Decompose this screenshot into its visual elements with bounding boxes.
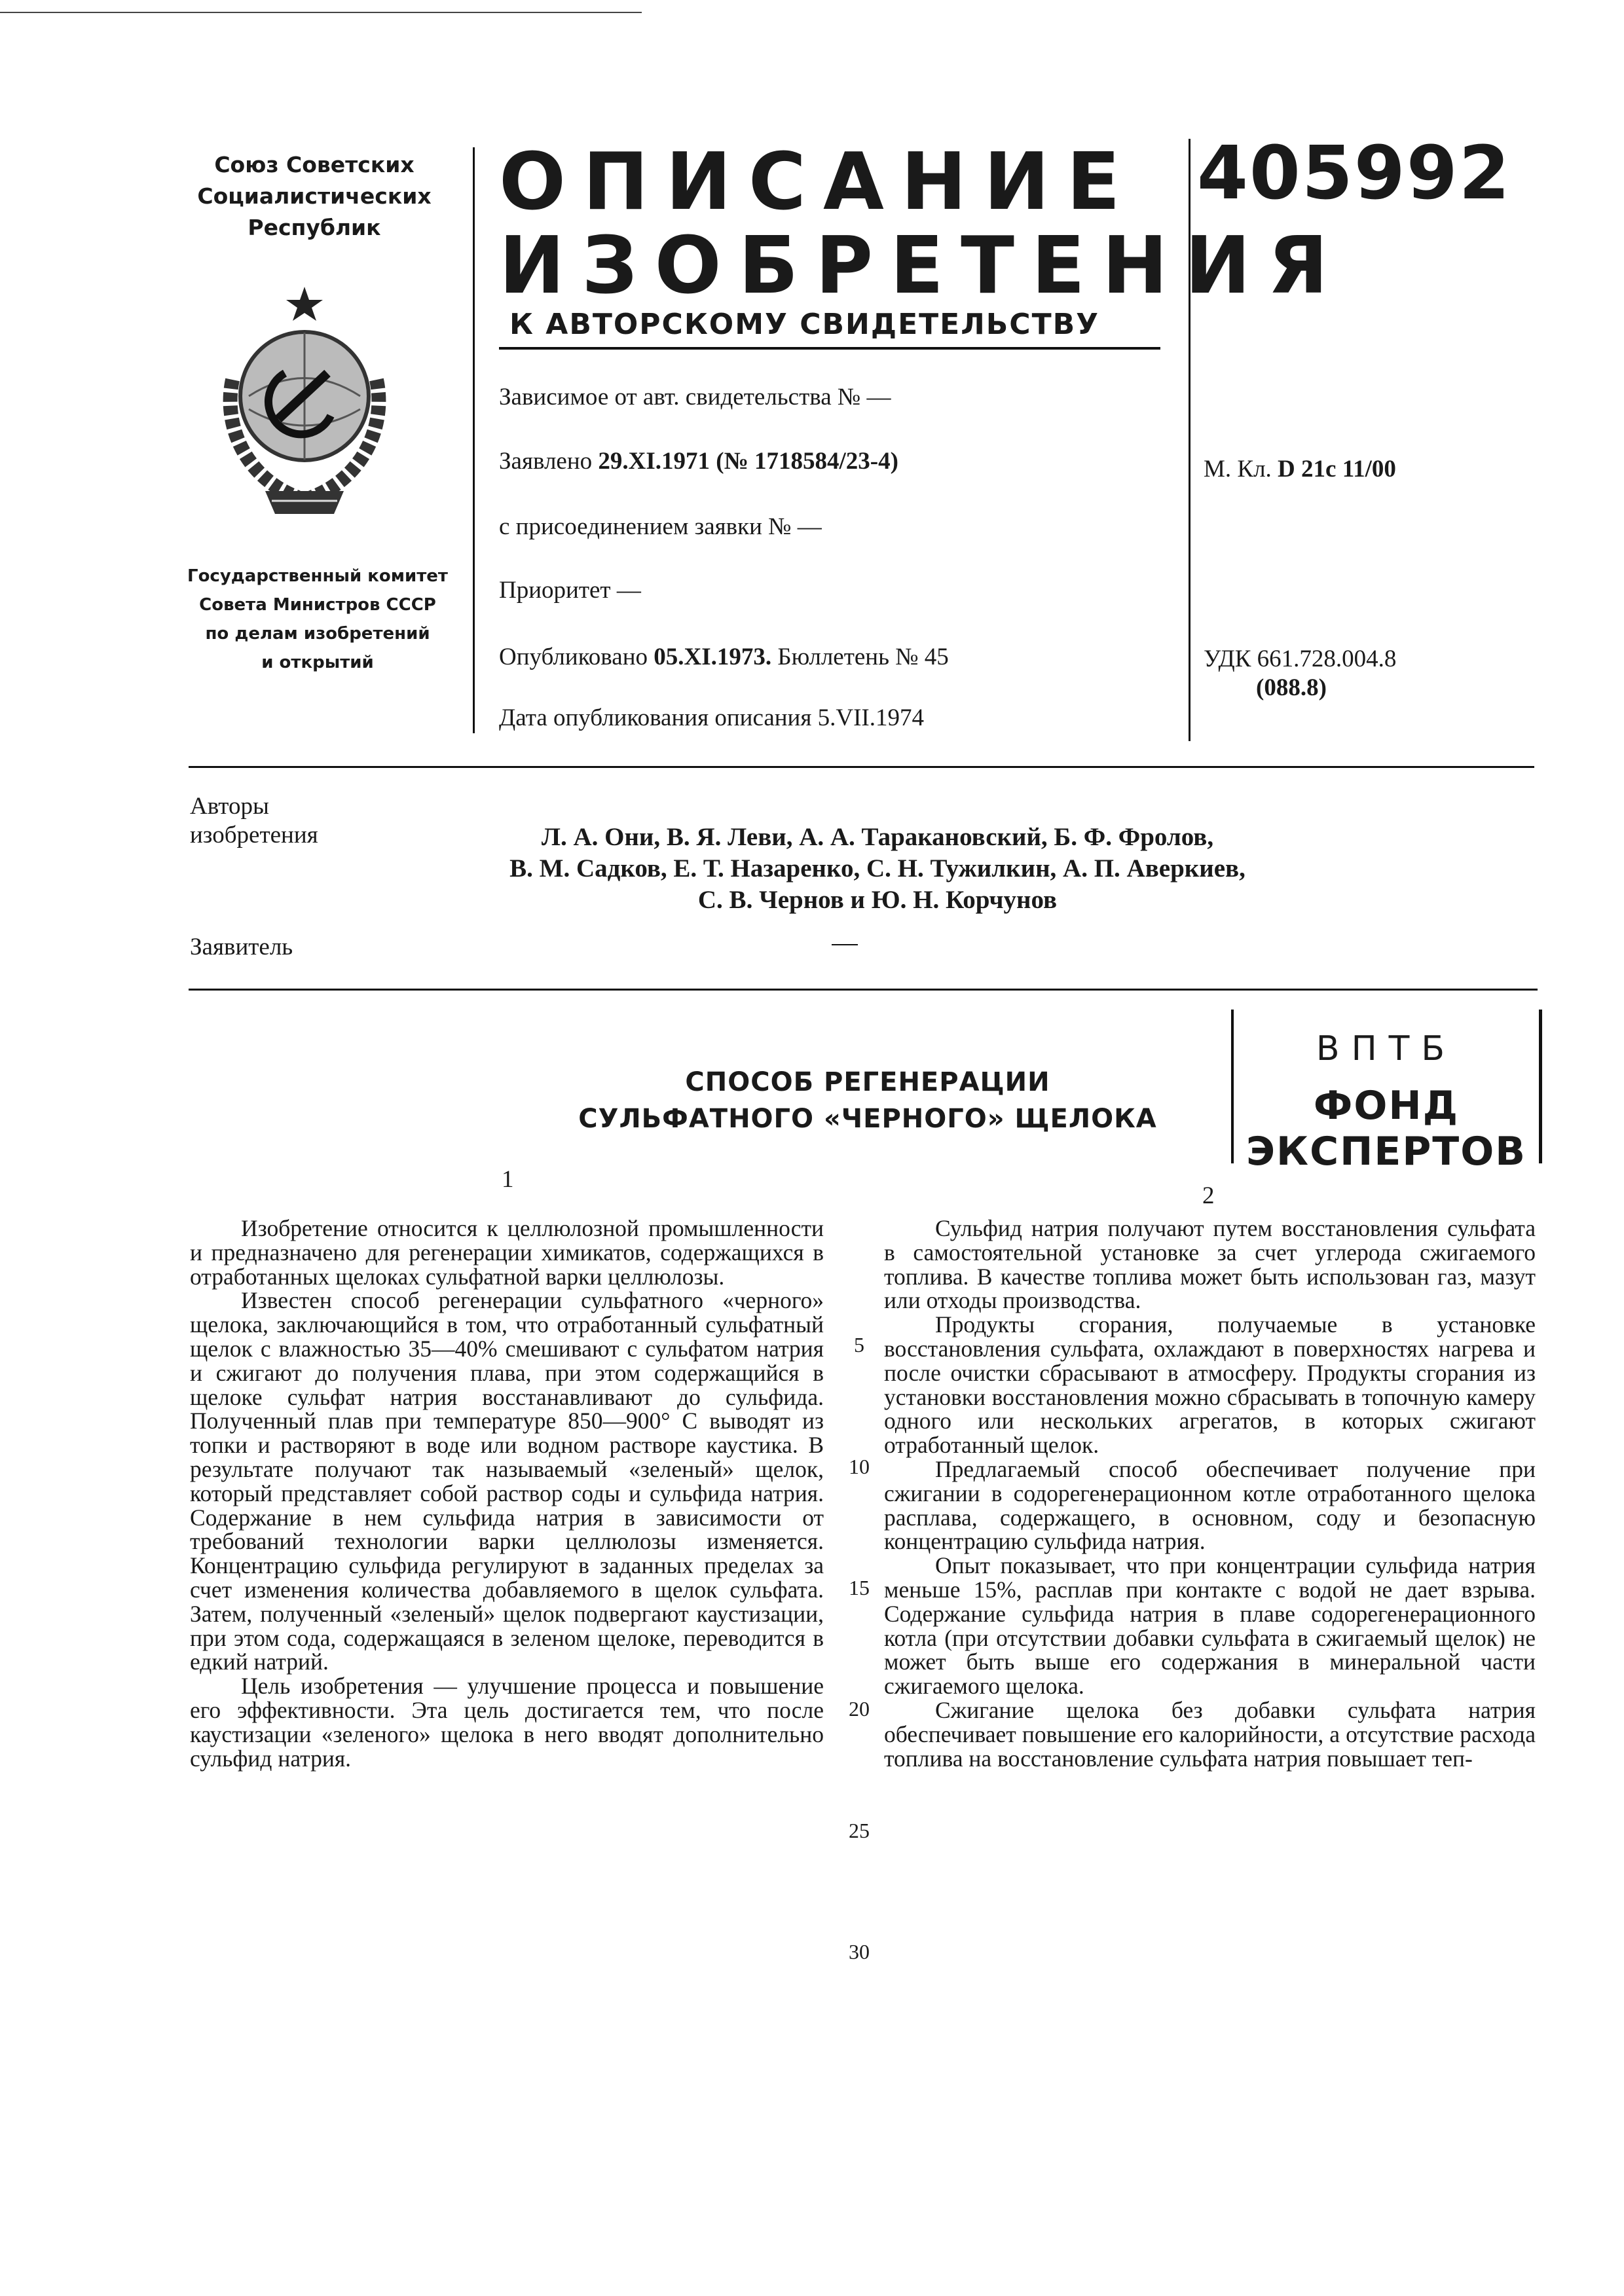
invention-title: СПОСОБ РЕГЕНЕРАЦИИ СУЛЬФАТНОГО «ЧЕРНОГО» ЩЕЛОКА	[578, 1067, 1157, 1134]
authors-label: Авторы изобретения	[190, 793, 318, 848]
line-number: 20	[849, 1697, 870, 1721]
committee-name: Государственный комитет Совета Министров СССР по делам изобретений и открытий	[187, 566, 448, 672]
patent-number: 405992	[1197, 131, 1511, 216]
paragraph: Продукты сгорания, получаемые в установке восстановления сульфата, охлаждают в поверхностях нагрева и после очистки сбрасывают в атмосферу. Продукты сгорания из установки восстановления можно сбрасывать в топочную камеру одного или нескольких агрегатов, в которых сжигают отработанный щелок.	[884, 1311, 1536, 1459]
paragraph: Предлагаемый способ обеспечивает получение при сжигании в содорегенерационном котле отработанного щелока расплава, содержащего, в основном, соду и безопасную концентрацию сульфида натрия.	[884, 1455, 1536, 1555]
paragraph: Сульфид натрия получают путем восстановления сульфата в самостоятельной установке за счет углерода сжигаемого топлива. В качестве топлива может быть использован газ, мазут или отходы производства.	[884, 1215, 1536, 1314]
line-number: 25	[849, 1819, 870, 1842]
published-line: Опубликовано 05.XI.1973. Бюллетень № 45	[499, 644, 949, 670]
paragraph: Опыт показывает, что при концентрации сульфида натрия меньше 15%, расплав при контакте с водой не дает взрыва. Содержание сульфида натрия в плаве содорегенерационного котла (при отсутствии добавки сульфата в сжигаемый щелок) не может быть выше его содержания в минеральной части сжигаемого щелока.	[884, 1552, 1536, 1700]
paragraph: Сжигание щелока без добавки сульфата натрия обеспечивает повышение его калорийности, а отсутствие расхода топлива на восстановление сульфата натрия повышает теп-	[884, 1696, 1536, 1772]
authors-bottom-rule	[189, 989, 1538, 991]
line-number: 10	[849, 1455, 870, 1478]
document-type-title: ОПИСАНИЕ ИЗОБРЕТЕНИЯ	[499, 137, 1346, 312]
union-name: Союз Советских Социалистических Республик	[197, 152, 432, 240]
dependent-line: Зависимое от авт. свидетельства № —	[499, 384, 891, 410]
column-number-2: 2	[1202, 1182, 1215, 1209]
header-divider-left	[473, 147, 475, 733]
line-number: 5	[854, 1333, 864, 1357]
priority-line: Приоритет —	[499, 577, 641, 604]
document-subtitle: К АВТОРСКОМУ СВИДЕТЕЛЬСТВУ	[509, 308, 1100, 341]
filed-line: Заявлено 29.XI.1971 (№ 1718584/23-4)	[499, 448, 898, 475]
paragraph: Цель изобретения — улучшение процесса и повышение его эффективности. Эта цель достигается тем, что после каустизации «зеленого» щелока в него вводят дополнительно сульфид натрия.	[190, 1673, 824, 1772]
authors-list: Л. А. Они, В. Я. Леви, А. А. Таракановский, Б. Ф. Фролов, В. М. Садков, Е. Т. Назаренко, С. Н. Тужилкин, А. П. Аверкиев, С. В. Чернов и Ю. Н. Корчунов	[509, 823, 1246, 914]
classification: М. Кл. D 21c 11/00	[1204, 456, 1396, 483]
line-number: 30	[849, 1940, 870, 1963]
header-bottom-rule	[189, 766, 1534, 768]
line-number: 15	[849, 1576, 870, 1599]
top-rule	[0, 12, 642, 13]
subtitle-underline	[499, 347, 1160, 350]
text-column-1	[190, 1216, 824, 1770]
paragraph: Известен способ регенерации сульфатного «черного» щелока, заключающийся в том, что отработанный сульфатный щелок с влажностью 35—40% смешивают с сульфатом натрия и сжигают до получения плава, при этом содержащийся в щелоке сульфат натрия восстанавливают до сульфида. Полученный плав при температуре 850—900° С выводят из топки и растворяют в воде или водном растворе каустика. В результате получают так называемый «зеленый» щелок, который представляет собой раствор соды и сульфида натрия. Содержание в нем сульфида натрия в зависимости от требований технологии варки целлюлозы изменяется. Концентрацию сульфида регулируют в заданных пределах за счет изменения количества добавляемого в щелок сульфата. Затем, полученный «зеленый» щелок подвергают каустизации, при этом сода, содержащаяся в зеленом щелоке, переводится в едкий натрий.	[190, 1287, 824, 1675]
description-date-line: Дата опубликования описания 5.VII.1974	[499, 704, 924, 731]
column-number-1: 1	[502, 1166, 514, 1193]
applicant-label: Заявитель	[190, 934, 293, 960]
state-emblem	[187, 282, 422, 524]
joined-line: с присоединением заявки № —	[499, 513, 822, 540]
text-column-2	[884, 1216, 1536, 1770]
paragraph: Изобретение относится к целлюлозной промышленности и предназначено для регенерации химикатов, содержащихся в отработанных щелоках сульфатной варки целлюлозы.	[190, 1215, 824, 1290]
applicant-value-dash	[832, 944, 858, 945]
udc: УДК 661.728.004.8 (088.8)	[1204, 646, 1397, 701]
library-stamp: ВПТБ ФОНД ЭКСПЕРТОВ	[1231, 1010, 1542, 1163]
